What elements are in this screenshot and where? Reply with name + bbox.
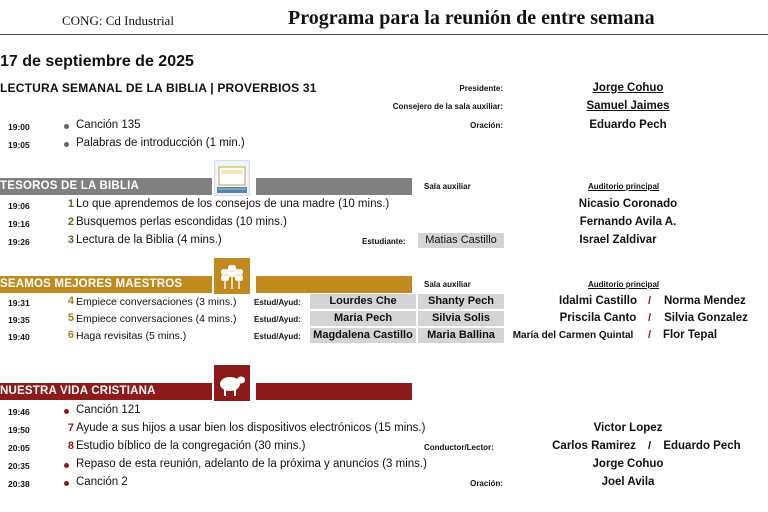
time: 19:06 [8, 201, 30, 211]
time: 20:38 [8, 479, 30, 489]
introduction: Palabras de introducción (1 min.) [76, 137, 245, 149]
opening-prayer-label: Oración: [470, 121, 503, 130]
meeting-date: 17 de septiembre de 2025 [0, 53, 194, 70]
part-title: Empiece conversaciones (4 mins.) [76, 313, 237, 325]
aux-assignee: Matias Castillo [418, 233, 504, 248]
part-number: 2 [67, 216, 74, 228]
part-title: Busquemos perlas escondidas (10 mins.) [76, 216, 287, 228]
main-assistant: Flor Tepal [662, 329, 718, 341]
time: 19:40 [8, 332, 30, 342]
part-number: 4 [67, 295, 74, 307]
president-name: Jorge Cohuo [592, 82, 664, 94]
time: 19:50 [8, 425, 30, 435]
congregation-label: CONG: Cd Industrial [62, 13, 174, 28]
main-assignee: Jorge Cohuo [592, 458, 664, 470]
part-title: Haga revisitas (5 mins.) [76, 330, 187, 342]
header-divider [0, 34, 768, 35]
part-number: 3 [67, 234, 74, 246]
main-assignee: Nicasio Coronado [578, 198, 678, 210]
time: 19:26 [8, 237, 30, 247]
section-bar-vida-extension [256, 383, 412, 400]
part-title: Lo que aprendemos de los consejos de una madre (10 mins.) [76, 198, 390, 210]
main-assignee: Victor Lopez [593, 422, 663, 434]
main-assistant: Norma Mendez [664, 295, 746, 307]
time: 19:31 [8, 298, 30, 308]
time: 19:00 [8, 122, 30, 132]
bullet [64, 409, 69, 414]
treasure-icon [214, 160, 250, 196]
main-hall-header: Auditorio principal [588, 182, 660, 191]
part-number: 8 [67, 440, 74, 452]
main-student: María del Carmen Quintal [512, 330, 634, 341]
time: 20:35 [8, 461, 30, 471]
section-bar-maestros-extension [256, 276, 412, 293]
page-title: Programa para la reunión de entre semana [288, 7, 655, 29]
bullet [64, 481, 69, 486]
opening-song: Canción 135 [76, 119, 141, 131]
sheep-icon [214, 365, 250, 401]
separator: / [648, 312, 652, 324]
part-number: 6 [67, 329, 74, 341]
conductor-reader-label: Conductor/Lector: [424, 443, 494, 452]
aux-assistant: Maria Ballina [418, 328, 504, 343]
section-header-vida: NUESTRA VIDA CRISTIANA [0, 383, 212, 400]
part-title: Estudio bíblico de la congregación (30 mins.) [76, 440, 306, 452]
section-bar-tesoros-extension [256, 178, 412, 195]
time: 19:46 [8, 407, 30, 417]
bullet [64, 124, 69, 129]
bullet [64, 463, 69, 468]
time: 19:35 [8, 315, 30, 325]
student-assistant-label: Estud/Ayud: [254, 298, 301, 307]
part-title: Ayude a sus hijos a usar bien los dispositivos electrónicos (15 mins.) [76, 422, 426, 434]
part-title: Empiece conversaciones (3 mins.) [76, 296, 237, 308]
time: 19:05 [8, 140, 30, 150]
separator: / [648, 329, 652, 341]
student-label: Estudiante: [362, 237, 406, 246]
main-student: Priscila Canto [559, 312, 637, 324]
review-announcements: Repaso de esta reunión, adelanto de la próxima y anuncios (3 mins.) [76, 458, 427, 470]
part-number: 1 [67, 198, 74, 210]
middle-song: Canción 121 [76, 404, 141, 416]
closing-prayer-label: Oración: [470, 479, 503, 488]
conductor-name: Carlos Ramirez [552, 440, 636, 452]
section-header-tesoros: TESOROS DE LA BIBLIA [0, 178, 212, 195]
student-assistant-label: Estud/Ayud: [254, 332, 301, 341]
closing-song: Canción 2 [76, 476, 128, 488]
aux-room-header: Sala auxiliar [424, 182, 471, 191]
main-assignee: Israel Zaldivar [579, 234, 657, 246]
time: 19:16 [8, 219, 30, 229]
part-number: 5 [67, 312, 74, 324]
part-number: 7 [67, 422, 74, 434]
separator: / [648, 295, 652, 307]
weekly-bible-reading: LECTURA SEMANAL DE LA BIBLIA | PROVERBIOS 31 [0, 81, 317, 95]
main-hall-header: Auditorio principal [588, 280, 660, 289]
reader-name: Eduardo Pech [663, 440, 741, 452]
separator: / [648, 440, 652, 452]
wheat-icon [214, 258, 250, 294]
counselor-label: Consejero de la sala auxiliar: [392, 102, 503, 111]
aux-room-header: Sala auxiliar [424, 280, 471, 289]
section-header-maestros: SEAMOS MEJORES MAESTROS [0, 276, 212, 293]
aux-student: Lourdes Che [310, 294, 416, 309]
opening-prayer-name: Eduardo Pech [589, 119, 667, 131]
main-assistant: Silvia Gonzalez [664, 312, 748, 324]
bullet [64, 142, 69, 147]
main-assignee: Fernando Avila A. [579, 216, 677, 228]
main-student: Idalmi Castillo [559, 295, 637, 307]
student-assistant-label: Estud/Ayud: [254, 315, 301, 324]
aux-student: Magdalena Castillo [310, 328, 416, 343]
time: 20:05 [8, 443, 30, 453]
aux-assistant: Shanty Pech [418, 294, 504, 309]
aux-student: Maria Pech [310, 311, 416, 326]
counselor-name: Samuel Jaimes [586, 100, 670, 112]
aux-assistant: Silvia Solis [418, 311, 504, 326]
part-title: Lectura de la Biblia (4 mins.) [76, 234, 222, 246]
closing-prayer-name: Joel Avila [601, 476, 655, 488]
president-label: Presidente: [459, 84, 503, 93]
